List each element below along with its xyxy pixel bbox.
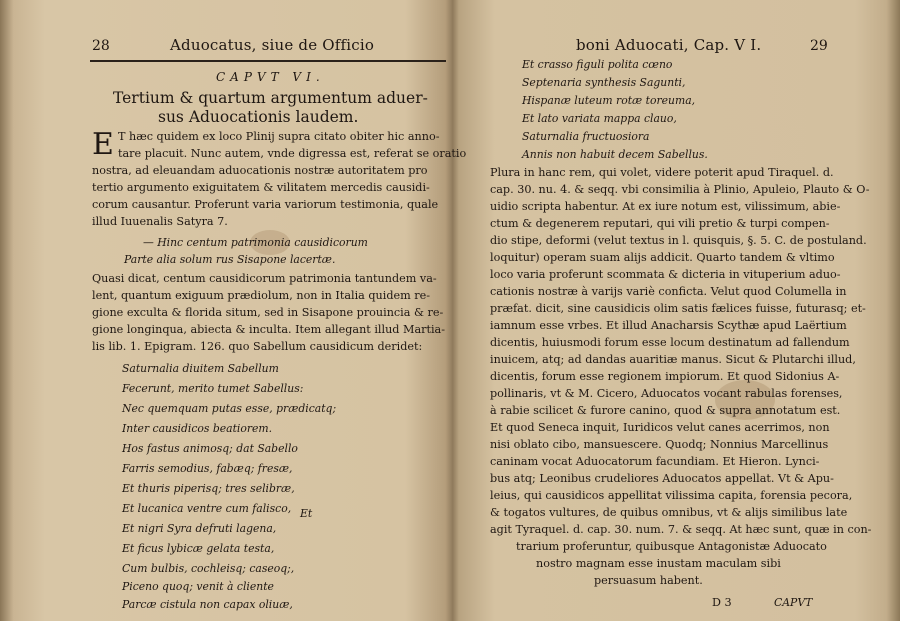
catchword: Et (300, 507, 313, 520)
text-line: dicentis, forum esse regionem impiorum. Et quod Sidonius A- (490, 370, 840, 383)
text-line: nisi oblato cibo, mansuescere. Quodq; Nonnius Marcellinus (490, 438, 829, 451)
verse-line: Et ficus lybicæ gelata testa, (122, 542, 275, 555)
verse-line: Et crasso figuli polita cœno (522, 58, 673, 71)
text-line: gione exculta & florida situm, sed in Sisapone prouincia & re- (92, 306, 444, 319)
verse-line: Piceno quoq; venit à cliente (122, 580, 274, 593)
verse-line: Saturnalia diuitem Sabellum (122, 362, 279, 375)
verse-line: Et lato variata mappa clauo, (522, 112, 677, 125)
text-line: Plura in hanc rem, qui volet, videre poterit apud Tiraquel. d. (490, 166, 834, 179)
text-line: caninam vocat Aduocatorum facundiam. Et Hieron. Lynci- (490, 455, 820, 468)
text-line: cationis nostræ à varijs variè conficta. Velut quod Columella in (490, 285, 847, 298)
text-line: dio stipe, deformi (velut textus in l. quisquis, §. 5. C. de postuland. (490, 234, 867, 247)
page-number: 28 (92, 38, 110, 54)
header-rule (90, 60, 446, 62)
verse-line: Parcæ cistula non capax oliuæ, (122, 598, 293, 611)
text-line: gione longinqua, abiecta & inculta. Item allegant illud Martia- (92, 323, 446, 336)
text-line: lis lib. 1. Epigram. 126. quo Sabellum causidicum deridet: (92, 340, 423, 353)
verse-line: Septenaria synthesis Sagunti, (522, 76, 686, 89)
text-line: dicentis, huiusmodi forum esse locum destinatum ad fallendum (490, 336, 850, 349)
text-line: à rabie scilicet & furore canino, quod & supra annotatum est. (490, 404, 841, 417)
text-line: leius, qui causidicos appellitat vilissima capita, forensia pecora, (490, 489, 853, 502)
text-line: Quasi dicat, centum causidicorum patrimonia tantundem va- (92, 272, 437, 285)
chapter-title-line: sus Aduocationis laudem. (158, 108, 359, 126)
running-head: boni Aduocati, Cap. V I. (576, 36, 762, 54)
catchword: CAPVT (774, 596, 813, 609)
text-line: loquitur) operam suam alijs addicit. Quarto tandem & vltimo (490, 251, 835, 264)
text-line: bus atq; Leonibus crudeliores Aduocatos appellat. Vt & Apu- (490, 472, 834, 485)
text-line: corum causantur. Proferunt varia variorum testimonia, quale (92, 198, 439, 211)
text-line: & togatos vultures, de quibus omnibus, vt & alijs similibus late (490, 506, 848, 519)
verse-line: Nec quemquam putas esse, prædicatq; (122, 402, 337, 415)
right-page (454, 0, 900, 621)
quote-line: — Hinc centum patrimonia causidicorum (143, 236, 368, 249)
text-line: T hæc quidem ex loco Plinij supra citato obiter hic anno- (118, 130, 440, 143)
text-line: nostra, ad eleuandam aduocationis nostræ autoritatem pro (92, 164, 428, 177)
text-line: præfat. dicit, sine causidicis olim satis fælices fuisse, futurasq; et- (490, 302, 866, 315)
text-line: agit Tyraquel. d. cap. 30. num. 7. & seqq. At hæc sunt, quæ in con- (490, 523, 872, 536)
chapter-title-line: Tertium & quartum argumentum aduer- (113, 89, 428, 107)
running-head: Aduocatus, siue de Officio (170, 36, 375, 54)
text-line: iamnum esse vrbes. Et illud Anacharsis Scythæ apud Laërtium (490, 319, 847, 332)
quote-line: Parte alia solum rus Sisapone lacertæ. (124, 253, 336, 266)
verse-line: Fecerunt, merito tumet Sabellus: (122, 382, 304, 395)
chapter-label: CAPVT VI. (216, 70, 325, 84)
text-line: ctum & degenerem reputari, qui vili pretio & turpi compen- (490, 217, 830, 230)
text-line: nostro magnam esse inustam maculam sibi (536, 557, 781, 570)
signature-mark: D 3 (712, 596, 732, 609)
text-line: Et quod Seneca inquit, Iuridicos velut canes acerrimos, non (490, 421, 830, 434)
text-line: trarium proferuntur, quibusque Antagonistæ Aduocato (516, 540, 827, 553)
text-line: cap. 30. nu. 4. & seqq. vbi consimilia à Plinio, Apuleio, Plauto & O- (490, 183, 870, 196)
verse-line: Et nigri Syra defruti lagena, (122, 522, 277, 535)
text-line: uidio scripta habentur. At ex iure notum est, vilissimum, abie- (490, 200, 841, 213)
text-line: loco varia proferunt scommata & dicteria in vituperium aduo- (490, 268, 841, 281)
verse-line: Hispanæ luteum rotæ toreuma, (522, 94, 696, 107)
verse-line: Cum bulbis, cochleisq; caseoq;, (122, 562, 295, 575)
text-line: lent, quantum exiguum prædiolum, non in Italia quidem re- (92, 289, 431, 302)
verse-line: Hos fastus animosq; dat Sabello (122, 442, 298, 455)
text-line: pollinaris, vt & M. Cicero, Aduocatos vocant rabulas forenses, (490, 387, 843, 400)
verse-line: Annis non habuit decem Sabellus. (522, 148, 708, 161)
page-number: 29 (810, 38, 828, 54)
text-line: tertio argumento exiguitatem & vilitatem mercedis causidi- (92, 181, 430, 194)
verse-line: Saturnalia fructuosiora (522, 130, 650, 143)
verse-line: Inter causidicos beatiorem. (122, 422, 273, 435)
text-line: inuicem, atq; ad dandas auaritiæ manus. Sicut & Plutarchi illud, (490, 353, 856, 366)
text-line: illud Iuuenalis Satyra 7. (92, 215, 228, 228)
verse-line: Farris semodius, fabæq; fresæ, (122, 462, 293, 475)
drop-cap: E (92, 127, 114, 162)
text-line: tare placuit. Nunc autem, vnde digressa est, referat se oratio (118, 147, 467, 160)
text-line: persuasum habent. (594, 574, 703, 587)
verse-line: Et lucanica ventre cum falisco, (122, 502, 292, 515)
verse-line: Et thuris piperisq; tres selibræ, (122, 482, 295, 495)
